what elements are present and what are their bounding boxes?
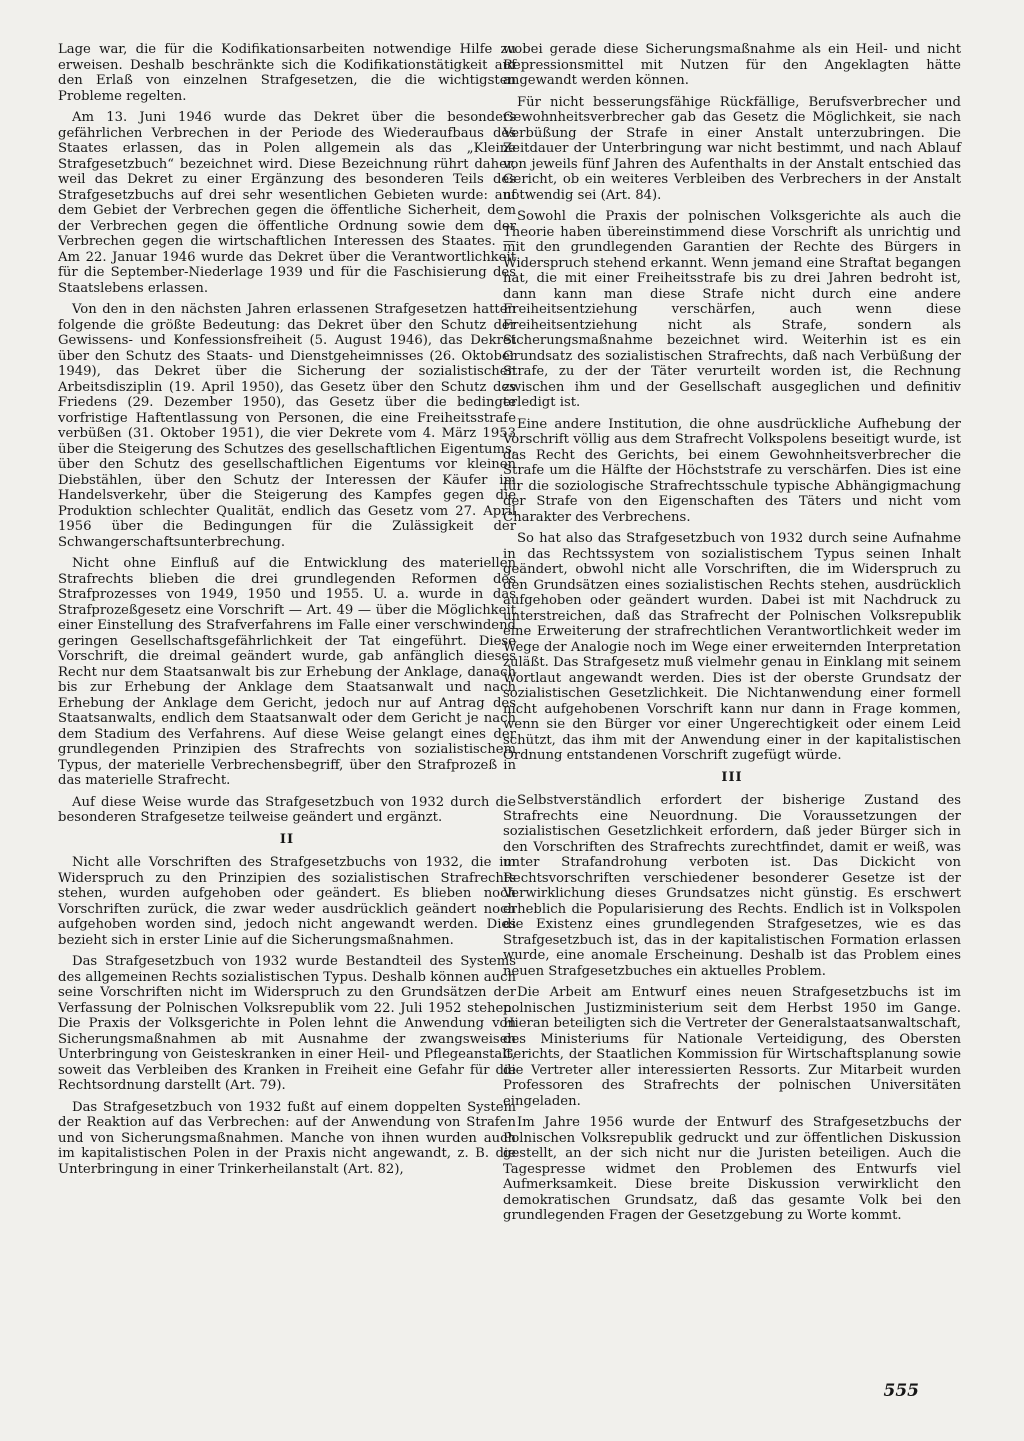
paragraph: Das Strafgesetzbuch von 1932 wurde Bestandteil des Systems des allgemeinen Rechts sozialistischen Typus. Deshalb können auch seine Vorschriften nicht im Widerspruch zu den Grundsätzen der Verfassung der Polnischen Volksrepublik vom 22. Juli 1952 stehen. Die Praxis der Volksgerichte in Polen lehnt die Anwendung von Sicherungsmaßnahmen ab mit Ausnahme der zwangsweisen Unterbringung von Geisteskranken in einer Heil- und Pflegeanstalt, soweit das Verbleiben des Kranken in Freiheit eine Gefahr für die Rechtsordnung darstellt (Art. 79). [58,954,516,1093]
right-column [503,42,961,1230]
section-heading-iii: III [721,769,743,785]
section-heading-ii: II [279,831,295,847]
paragraph: wobei gerade diese Sicherungsmaßnahme als ein Heil- und nicht Repressionsmittel mit Nutzen für den Angeklagten hätte angewandt werden können. [503,42,961,88]
paragraph: Eine andere Institution, die ohne ausdrückliche Aufhebung der Vorschrift völlig aus dem Strafrecht Volkspolens beseitigt wurde, ist das Recht des Gerichts, bei einem Gewohnheitsverbrecher die Strafe um die Hälfte der Höchststrafe zu verschärfen. Dies ist eine für die soziologische Strafrechtsschule typische Abhängigmachung der Strafe von den Eigenschaften des Täters und nicht vom Charakter des Verbrechens. [503,416,961,525]
paragraph: Am 13. Juni 1946 wurde das Dekret über die besonders gefährlichen Verbrechen in der Periode des Wiederaufbaus des Staates erlassen, das in Polen allgemein als das „Kleine Strafgesetzbuch“ bezeichnet wird. Diese Bezeichnung rührt daher, weil das Dekret zu einer Ergänzung des besonderen Teils des Strafgesetzbuchs auf drei sehr wesentlichen Gebieten wurde: auf dem Gebiet der Verbrechen gegen die öffentliche Sicherheit, dem der Verbrechen gegen die öffentliche Ordnung sowie dem der Verbrechen gegen die wirtschaftlichen Interessen des Staates. — Am 22. Januar 1946 wurde das Dekret über die Verantwortlichkeit für die September-Niederlage 1939 und für die Faschisierung des Staatslebens erlassen. [58,110,516,296]
paragraph: Lage war, die für die Kodifikationsarbeiten notwendige Hilfe zu erweisen. Deshalb beschränkte sich die Kodifikationstätigkeit auf den Erlaß von einzelnen Strafgesetzen, die die wichtigsten Probleme regelten. [58,42,516,104]
paragraph: Sowohl die Praxis der polnischen Volksgerichte als auch die Theorie haben übereinstimmend diese Vorschrift als unrichtig und mit den grundlegenden Garantien der Rechte des Bürgers in Widerspruch stehend erkannt. Wenn jemand eine Straftat begangen hat, die mit einer Freiheitsstrafe bis zu drei Jahren bedroht ist, dann kann man diese Strafe nicht durch eine andere Freiheitsentziehung verschärfen, auch wenn diese Freiheitsentziehung nicht als Strafe, sondern als Sicherungsmaßnahme bezeichnet wird. Weiterhin ist es ein Grundsatz des sozialistischen Strafrechts, daß nach Verbüßung der Strafe, zu der der Täter verurteilt worden ist, die Rechnung zwischen ihm und der Gesellschaft ausgeglichen und definitiv erledigt ist. [503,209,961,410]
paragraph: Von den in den nächsten Jahren erlassenen Strafgesetzen hatten folgende die größte Bedeutung: das Dekret über den Schutz der Gewissens- und Konfessionsfreiheit (5. August 1946), das Dekret über den Schutz des Staats- und Dienstgeheimnisses (26. Oktober 1949), das Dekret über die Sicherung der sozialistischen Arbeitsdisziplin (19. April 1950), das Gesetz über den Schutz des Friedens (29. Dezember 1950), das Gesetz über die bedingte vorfristige Haftentlassung von Personen, die eine Freiheitsstrafe verbüßen (31. Oktober 1951), die vier Dekrete vom 4. März 1953 über die Steigerung des Schutzes des gesellschaftlichen Eigentums, über den Schutz des gesellschaftlichen Eigentums vor kleinen Diebstählen, über den Schutz der Interessen der Käufer im Handelsverkehr, über die Steigerung des Kampfes gegen die Produktion schlechter Qualität, endlich das Gesetz vom 27. April 1956 über die Bedingungen für die Zulässigkeit der Schwangerschaftsunterbrechung. [58,302,516,550]
paragraph: So hat also das Strafgesetzbuch von 1932 durch seine Aufnahme in das Rechtssystem von sozialistischem Typus seinen Inhalt geändert, obwohl nicht alle Vorschriften, die im Widerspruch zu den Grundsätzen eines sozialistischen Rechts stehen, ausdrücklich aufgehoben oder geändert wurden. Dabei ist mit Nachdruck zu unterstreichen, daß das Strafrecht der Polnischen Volksrepublik eine Erweiterung der strafrechtlichen Verantwortlichkeit weder im Wege der Analogie noch im Wege einer erweiternden Interpretation zuläßt. Das Strafgesetz muß vielmehr genau in Einklang mit seinem Wortlaut angewandt werden. Dies ist der oberste Grundsatz der sozialistischen Gesetzlichkeit. Die Nichtanwendung einer formell nicht aufgehobenen Vorschrift kann nur dann in Frage kommen, wenn sie den Bürger vor einer Ungerechtigkeit oder einem Leid schützt, das ihm mit der Anwendung einer in der kapitalistischen Ordnung entstandenen Vorschrift zugefügt würde. [503,531,961,763]
paragraph: Selbstverständlich erfordert der bisherige Zustand des Strafrechts eine Neuordnung. Die Voraussetzungen der sozialistischen Gesetzlichkeit erfordern, daß jeder Bürger sich in den Vorschriften des Strafrechts zurechtfindet, damit er weiß, was unter Strafandrohung verboten ist. Das Dickicht von Rechtsvorschriften verschiedener besonderer Gesetze ist der Verwirklichung dieses Grundsatzes nicht günstig. Es erschwert erheblich die Popularisierung des Rechts. Endlich ist in Volkspolen die Existenz eines grundlegenden Strafgesetzes, wie es das Strafgesetzbuch ist, das in der kapitalistischen Formation erlassen wurde, eine anomale Erscheinung. Deshalb ist das Problem eines neuen Strafgesetzbuches ein aktuelles Problem. [503,793,961,979]
paragraph: Auf diese Weise wurde das Strafgesetzbuch von 1932 durch die besonderen Strafgesetze teilweise geändert und ergänzt. [58,794,516,825]
paragraph: Nicht alle Vorschriften des Strafgesetzbuchs von 1932, die im Widerspruch zu den Prinzipien des sozialistischen Strafrechts stehen, wurden aufgehoben oder geändert. Es blieben noch Vorschriften zurück, die zwar weder ausdrücklich geändert noch aufgehoben worden sind, jedoch nicht angewandt werden. Dies bezieht sich in erster Linie auf die Sicherungsmaßnahmen. [58,855,516,948]
paragraph: Das Strafgesetzbuch von 1932 fußt auf einem doppelten System der Reaktion auf das Verbrechen: auf der Anwendung von Strafen und von Sicherungsmaßnahmen. Manche von ihnen wurden auch im kapitalistischen Polen in der Praxis nicht angewandt, z. B. die Unterbringung in einer Trinkerheilanstalt (Art. 82), [58,1099,516,1177]
paragraph: Die Arbeit am Entwurf eines neuen Strafgesetzbuchs ist im polnischen Justizministerium seit dem Herbst 1950 im Gange. Hieran beteiligten sich die Vertreter der Generalstaatsanwaltschaft, des Ministeriums für Nationale Verteidigung, des Obersten Gerichts, der Staatlichen Kommission für Wirtschaftsplanung sowie die Vertreter aller interessierten Ressorts. Zur Mitarbeit wurden Professoren des Strafrechts der polnischen Universitäten eingeladen. [503,985,961,1109]
left-column [58,42,516,1183]
page-number: 555 [883,1381,919,1401]
paragraph: Für nicht besserungsfähige Rückfällige, Berufsverbrecher und Gewohnheitsverbrecher gab das Gesetz die Möglichkeit, sie nach Verbüßung der Strafe in einer Anstalt unterzubringen. Die Zeitdauer der Unterbringung war nicht bestimmt, und nach Ablauf von jeweils fünf Jahren des Aufenthalts in der Anstalt entschied das Gericht, ob ein weiteres Verbleiben des Verbrechers in der Anstalt notwendig sei (Art. 84). [503,94,961,203]
paragraph: Im Jahre 1956 wurde der Entwurf des Strafgesetzbuchs der Polnischen Volksrepublik gedruckt und zur öffentlichen Diskussion gestellt, an der sich nicht nur die Juristen beteiligen. Auch die Tagespresse widmet den Problemen des Entwurfs viel Aufmerksamkeit. Diese breite Diskussion verwirklicht den demokratischen Grundsatz, daß das gesamte Volk bei den grundlegenden Fragen der Gesetzgebung zu Worte kommt. [503,1115,961,1223]
paragraph: Nicht ohne Einfluß auf die Entwicklung des materiellen Strafrechts blieben die drei grundlegenden Reformen des Strafprozesses von 1949, 1950 und 1955. U. a. wurde in das Strafprozeßgesetz eine Vorschrift — Art. 49 — über die Möglichkeit einer Einstellung des Strafverfahrens im Falle einer verschwindend geringen Gesellschaftsgefährlichkeit der Tat eingeführt. Diese Vorschrift, die dreimal geändert wurde, gab anfänglich dieses Recht nur dem Staatsanwalt bis zur Erhebung der Anklage, danach bis zur Erhebung der Anklage dem Staatsanwalt und nach Erhebung der Anklage dem Gericht, jedoch nur auf Antrag des Staatsanwalts, endlich dem Staatsanwalt oder dem Gericht je nach dem Stadium des Verfahrens. Auf diese Weise gelangt eines der grundlegenden Prinzipien des Strafrechts von sozialistischem Typus, der materielle Verbrechensbegriff, über den Strafprozeß in das materielle Strafrecht. [58,556,516,788]
